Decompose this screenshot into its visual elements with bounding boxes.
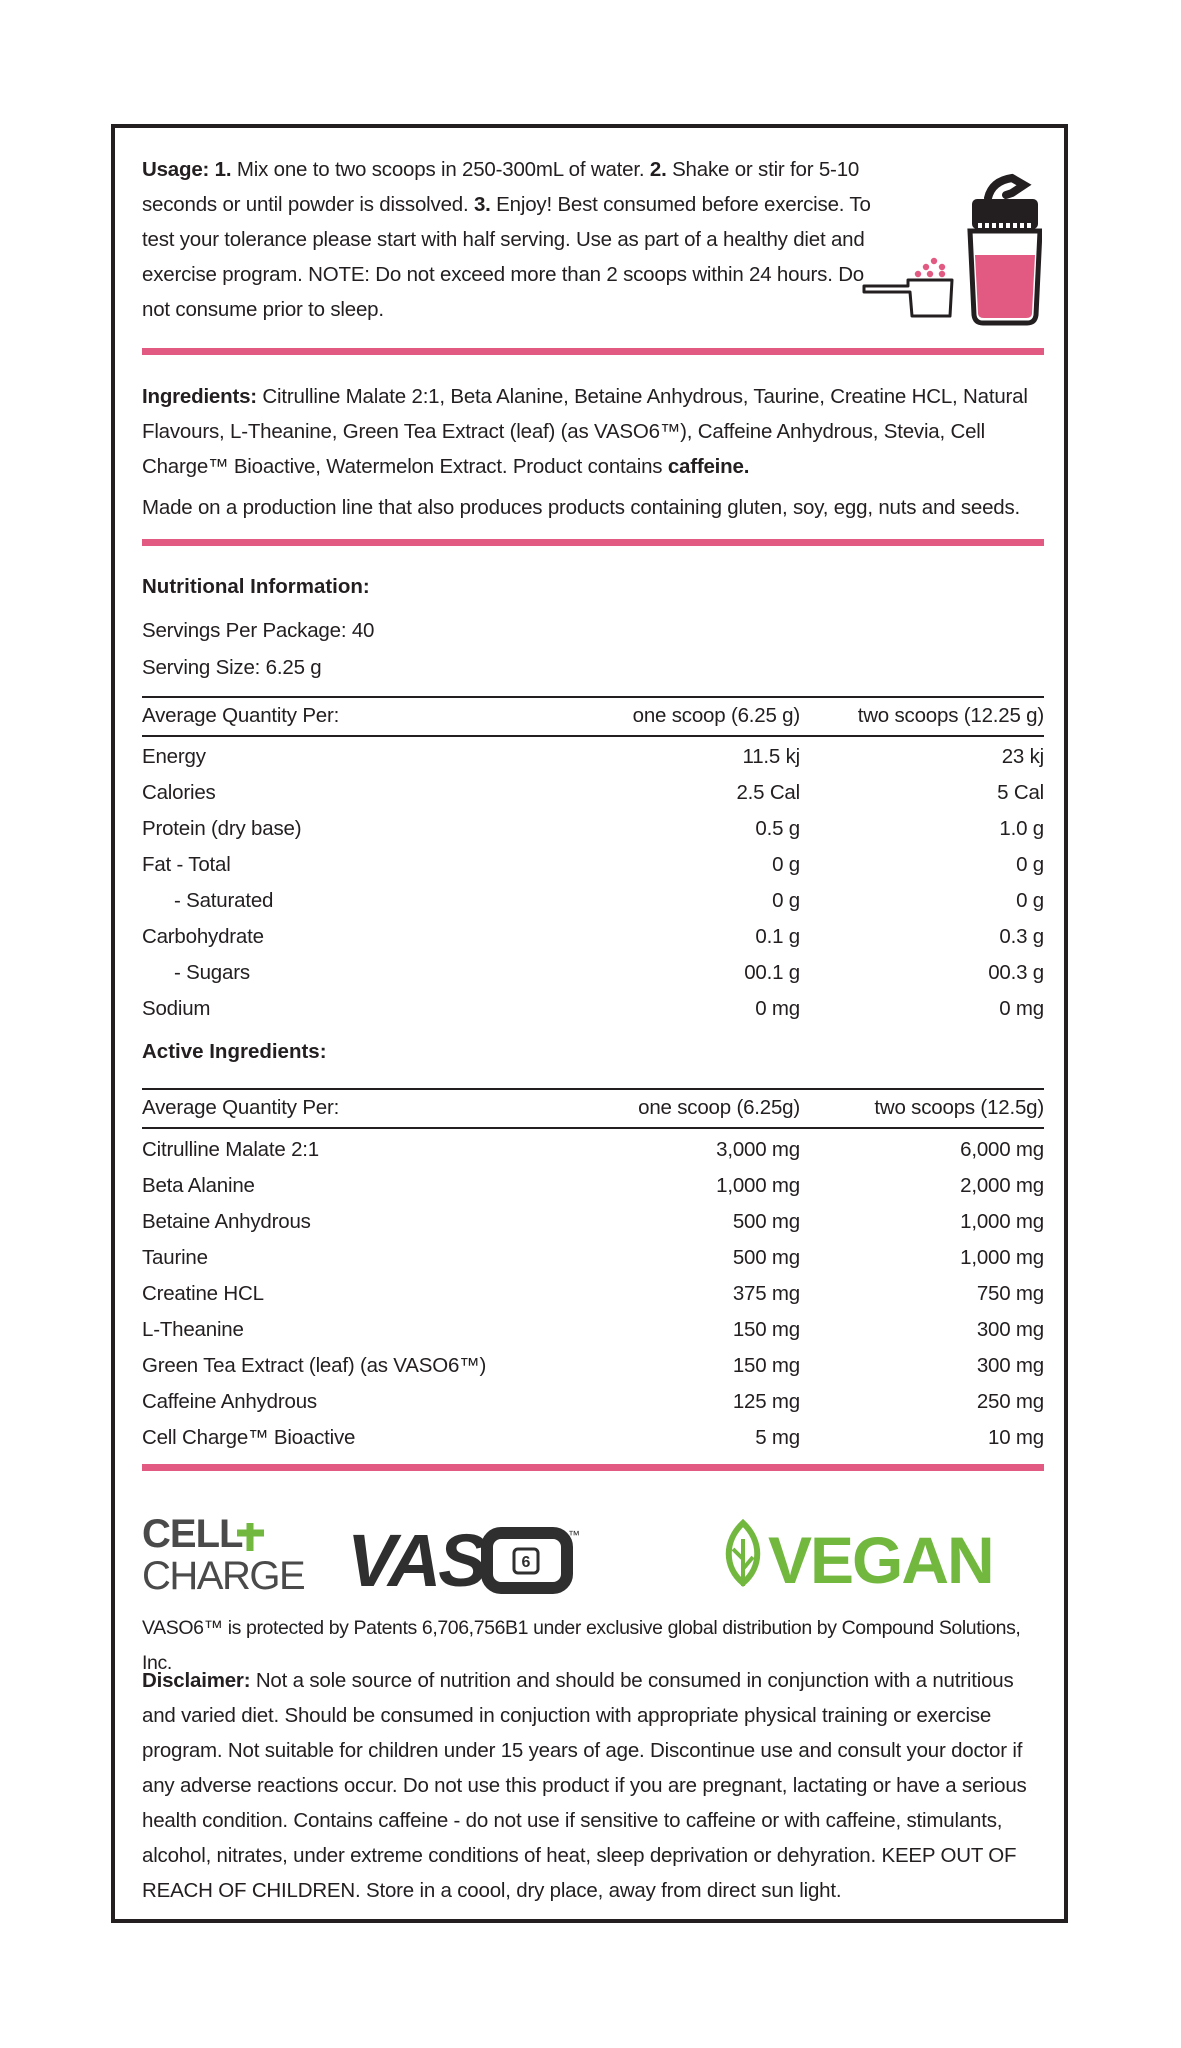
active-title: Active Ingredients: — [142, 1040, 327, 1063]
table-row: Cell Charge™ Bioactive 5 mg 10 mg — [142, 1426, 1044, 1449]
svg-text:CHARGE: CHARGE — [142, 1554, 305, 1598]
active-header-one: one scoop (6.25g) — [638, 1096, 800, 1119]
allergen-text: Made on a production line that also produces products containing gluten, soy, egg, nuts and seeds. — [142, 496, 1021, 519]
usage-step1-num: 1. — [214, 158, 232, 181]
logo-strip — [142, 1511, 1044, 1611]
usage-text — [142, 152, 872, 327]
svg-text:CELL: CELL — [142, 1512, 243, 1556]
divider-active — [142, 1464, 1044, 1471]
servings-per-package: Servings Per Package: 40 — [142, 619, 375, 642]
svg-text:6: 6 — [521, 1554, 531, 1571]
label-panel — [111, 124, 1068, 1923]
divider-usage — [142, 348, 1044, 355]
table-row: Citrulline Malate 2:1 3,000 mg 6,000 mg — [142, 1138, 1044, 1161]
vegan-logo — [729, 1523, 993, 1597]
divider-ingredients — [142, 539, 1044, 546]
nutrition-table-header-rule — [142, 735, 1044, 737]
svg-text:VEGAN: VEGAN — [768, 1523, 993, 1597]
active-table-header — [142, 1090, 1044, 1126]
scoop-icon — [864, 258, 952, 316]
table-row: - Sugars 00.1 g 00.3 g — [174, 961, 1044, 984]
disclaimer-label: Disclaimer: — [142, 1669, 251, 1692]
usage-step3: Enjoy! Best consumed before exercise. To test your tolerance please start with half serving. Use as part of a healthy diet and exercise program. NOTE: Do not exceed more than 2 scoops within 24 hours. Do not consume prior to sleep. — [142, 193, 871, 321]
usage-step2-num: 2. — [649, 158, 667, 181]
svg-text:™: ™ — [568, 1528, 580, 1542]
usage-step2: Shake or stir for 5-10 seconds or until powder is dissolved. — [142, 158, 860, 216]
table-row: Carbohydrate 0.1 g 0.3 g — [142, 925, 1044, 948]
table-row: Calories 2.5 Cal 5 Cal — [142, 781, 1044, 804]
ingredients-text — [142, 379, 1044, 484]
table-row: Protein (dry base) 0.5 g 1.0 g — [142, 817, 1044, 840]
nutrition-title: Nutritional Information: — [142, 575, 370, 598]
nutrition-header-one: one scoop (6.25 g) — [632, 704, 800, 727]
ingredients-list: Citrulline Malate 2:1, Beta Alanine, Betaine Anhydrous, Taurine, Creatine HCL, Natural Flavours, L-Theanine, Green Tea Extract (leaf) (as VASO6™), Caffeine Anhydrous, Stevia, Cell Charge™ Bioactive, Watermelon Extract. Product contains — [142, 385, 1028, 478]
usage-label: Usage: — [142, 158, 210, 181]
disclaimer-body: Not a sole source of nutrition and should be consumed in conjunction with a nutritious and varied diet. Should be consumed in conjuction with appropriate physical training or exercise program. Not suitable for children under 15 years of age. Discontinue use and consult your doctor if any adverse reactions occur. Do not use this product if you are pregnant, lactating or have a serious health condition. Contains caffeine - do not use if sensitive to caffeine or with caffeine, stimulants, alcohol, nitrates, under extreme conditions of heat, sleep deprivation or dehyration. KEEP OUT OF REACH OF CHILDREN. Store in a coool, dry place, away from direct sun light. — [142, 1669, 1027, 1902]
nutrition-table-header — [142, 698, 1044, 734]
table-row: Beta Alanine 1,000 mg 2,000 mg — [142, 1174, 1044, 1197]
table-row: Sodium 0 mg 0 mg — [142, 997, 1044, 1020]
table-row: Energy 11.5 kj 23 kj — [142, 745, 1044, 768]
active-header-label: Average Quantity Per: — [142, 1096, 340, 1119]
usage-step3-num: 3. — [473, 193, 491, 216]
nutrition-header-two: two scoops (12.25 g) — [857, 704, 1044, 727]
cell-charge-logo — [142, 1512, 304, 1598]
active-table-header-rule — [142, 1127, 1044, 1129]
serving-size: Serving Size: 6.25 g — [142, 656, 322, 679]
usage-step1: Mix one to two scoops in 250-300mL of water. — [231, 158, 650, 181]
svg-text:VAS: VAS — [347, 1519, 485, 1602]
table-row: Green Tea Extract (leaf) (as VASO6™) 150 mg 300 mg — [142, 1354, 1044, 1377]
shaker-illustration — [862, 173, 1042, 333]
table-row: L-Theanine 150 mg 300 mg — [142, 1318, 1044, 1341]
nutrition-header-label: Average Quantity Per: — [142, 704, 340, 727]
ingredients-caffeine: caffeine. — [667, 455, 750, 478]
vaso6-logo — [347, 1519, 580, 1602]
table-row: Creatine HCL 375 mg 750 mg — [142, 1282, 1044, 1305]
ingredients-label: Ingredients: — [142, 385, 257, 408]
disclaimer-text — [142, 1663, 1044, 1908]
table-row: - Saturated 0 g 0 g — [174, 889, 1044, 912]
table-row: Betaine Anhydrous 500 mg 1,000 mg — [142, 1210, 1044, 1233]
table-row: Taurine 500 mg 1,000 mg — [142, 1246, 1044, 1269]
leaf-icon — [729, 1523, 758, 1586]
active-header-two: two scoops (12.5g) — [874, 1096, 1044, 1119]
table-row: Fat - Total 0 g 0 g — [142, 853, 1044, 876]
table-row: Caffeine Anhydrous 125 mg 250 mg — [142, 1390, 1044, 1413]
shaker-bottle-icon — [970, 178, 1040, 323]
patent-text: VASO6™ is protected by Patents 6,706,756B1 under exclusive global distribution by Compound Solutions, Inc. — [142, 1617, 1021, 1674]
